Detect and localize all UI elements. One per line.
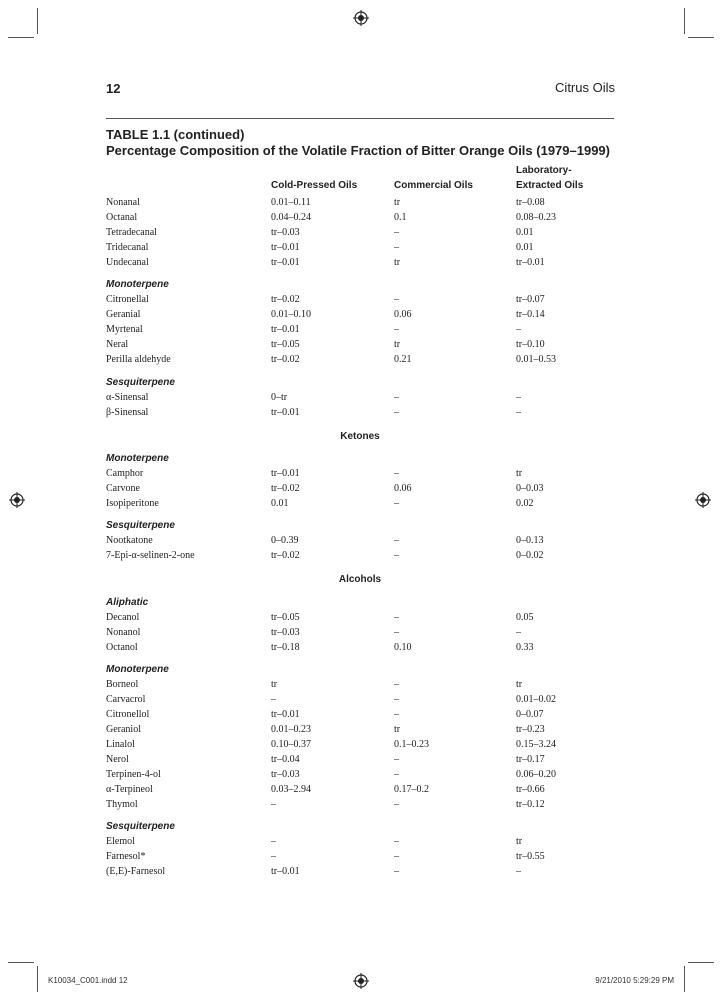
table-row bbox=[106, 390, 626, 405]
cold-pressed-value: tr–0.02 bbox=[271, 550, 300, 561]
laboratory-value: tr–0.55 bbox=[516, 851, 545, 862]
table-row bbox=[106, 849, 626, 864]
compound-name: Citronellal bbox=[106, 294, 149, 305]
section-heading-ketones: Ketones bbox=[340, 431, 380, 442]
commercial-value: – bbox=[394, 294, 399, 305]
laboratory-value: 0.01 bbox=[516, 242, 534, 253]
laboratory-value: 0.01–0.02 bbox=[516, 694, 556, 705]
subgroup-heading: Monoterpene bbox=[106, 279, 169, 290]
cold-pressed-value: tr–0.01 bbox=[271, 866, 300, 877]
commercial-value: – bbox=[394, 769, 399, 780]
commercial-value: tr bbox=[394, 257, 401, 268]
column-header-laboratory-line1: Laboratory- bbox=[516, 165, 572, 176]
laboratory-value: 0.06–0.20 bbox=[516, 769, 556, 780]
commercial-value: – bbox=[394, 836, 399, 847]
page-number: 12 bbox=[106, 81, 121, 96]
cold-pressed-value: 0.01–0.23 bbox=[271, 724, 311, 735]
table-row bbox=[106, 195, 626, 210]
cold-pressed-value: 0–tr bbox=[271, 392, 288, 403]
commercial-value: – bbox=[394, 754, 399, 765]
table-row bbox=[106, 307, 626, 322]
table-row bbox=[106, 722, 626, 737]
laboratory-value: tr bbox=[516, 836, 523, 847]
compound-name: Farnesol* bbox=[106, 851, 146, 862]
cold-pressed-value: 0–0.39 bbox=[271, 535, 299, 546]
cold-pressed-value: – bbox=[271, 851, 276, 862]
cold-pressed-value: tr–0.02 bbox=[271, 483, 300, 494]
laboratory-value: tr bbox=[516, 679, 523, 690]
cold-pressed-value: 0.01–0.10 bbox=[271, 309, 311, 320]
table-row bbox=[106, 322, 626, 337]
compound-name: Camphor bbox=[106, 468, 144, 479]
compound-name: Terpinen-4-ol bbox=[106, 769, 161, 780]
table-row bbox=[106, 677, 626, 692]
cold-pressed-value: tr–0.05 bbox=[271, 339, 300, 350]
compound-name: α-Terpineol bbox=[106, 784, 153, 795]
cold-pressed-value: 0.10–0.37 bbox=[271, 739, 311, 750]
table-row bbox=[106, 737, 626, 752]
commercial-value: – bbox=[394, 407, 399, 418]
crop-mark bbox=[37, 966, 38, 992]
registration-mark-icon bbox=[9, 492, 25, 508]
cold-pressed-value: tr–0.02 bbox=[271, 354, 300, 365]
commercial-value: tr bbox=[394, 724, 401, 735]
commercial-value: 0.1 bbox=[394, 212, 407, 223]
laboratory-value: tr–0.01 bbox=[516, 257, 545, 268]
cold-pressed-value: tr–0.02 bbox=[271, 294, 300, 305]
table-row bbox=[106, 466, 626, 481]
commercial-value: – bbox=[394, 627, 399, 638]
compound-name: Neral bbox=[106, 339, 129, 350]
cold-pressed-value: tr–0.01 bbox=[271, 324, 300, 335]
compound-name: Nerol bbox=[106, 754, 129, 765]
crop-mark bbox=[8, 962, 34, 963]
laboratory-value: 0–0.13 bbox=[516, 535, 544, 546]
subgroup-heading: Sesquiterpene bbox=[106, 821, 175, 832]
laboratory-value: – bbox=[516, 324, 521, 335]
table-row bbox=[106, 496, 626, 511]
registration-mark-icon bbox=[353, 973, 369, 989]
subgroup-heading: Aliphatic bbox=[106, 597, 149, 608]
cold-pressed-value: tr–0.18 bbox=[271, 642, 300, 653]
compound-name: Octanal bbox=[106, 212, 138, 223]
laboratory-value: 0.08–0.23 bbox=[516, 212, 556, 223]
table-row bbox=[106, 610, 626, 625]
table-row bbox=[106, 767, 626, 782]
commercial-value: 0.06 bbox=[394, 483, 412, 494]
commercial-value: 0.21 bbox=[394, 354, 412, 365]
cold-pressed-value: 0.01–0.11 bbox=[271, 197, 311, 208]
laboratory-value: – bbox=[516, 407, 521, 418]
table-row bbox=[106, 255, 626, 270]
compound-name: Carvone bbox=[106, 483, 140, 494]
compound-name: Nonanal bbox=[106, 197, 140, 208]
table-row bbox=[106, 752, 626, 767]
commercial-value: tr bbox=[394, 197, 401, 208]
compound-name: (E,E)-Farnesol bbox=[106, 866, 166, 877]
compound-name: Geranial bbox=[106, 309, 141, 320]
laboratory-value: tr–0.10 bbox=[516, 339, 545, 350]
laboratory-value: tr–0.17 bbox=[516, 754, 545, 765]
commercial-value: – bbox=[394, 694, 399, 705]
cold-pressed-value: tr–0.01 bbox=[271, 257, 300, 268]
laboratory-value: tr–0.12 bbox=[516, 799, 545, 810]
compound-name: Undecanal bbox=[106, 257, 149, 268]
cold-pressed-value: – bbox=[271, 836, 276, 847]
crop-mark bbox=[684, 8, 685, 34]
registration-mark-icon bbox=[353, 10, 369, 26]
commercial-value: – bbox=[394, 498, 399, 509]
compound-name: 7-Epi-α-selinen-2-one bbox=[106, 550, 195, 561]
laboratory-value: 0.02 bbox=[516, 498, 534, 509]
crop-mark bbox=[688, 962, 714, 963]
laboratory-value: 0.33 bbox=[516, 642, 534, 653]
file-slug: K10034_C001.indd 12 bbox=[48, 976, 128, 985]
table-row bbox=[106, 405, 626, 420]
laboratory-value: – bbox=[516, 627, 521, 638]
compound-name: Decanol bbox=[106, 612, 140, 623]
column-header-commercial: Commercial Oils bbox=[394, 180, 473, 191]
crop-mark bbox=[8, 37, 34, 38]
cold-pressed-value: tr bbox=[271, 679, 278, 690]
subgroup-heading: Sesquiterpene bbox=[106, 520, 175, 531]
commercial-value: – bbox=[394, 851, 399, 862]
cold-pressed-value: tr–0.03 bbox=[271, 227, 300, 238]
commercial-value: – bbox=[394, 392, 399, 403]
compound-name: Geraniol bbox=[106, 724, 141, 735]
table-row bbox=[106, 481, 626, 496]
laboratory-value: tr bbox=[516, 468, 523, 479]
cold-pressed-value: tr–0.03 bbox=[271, 627, 300, 638]
laboratory-value: 0–0.02 bbox=[516, 550, 544, 561]
column-header-laboratory-line2: Extracted Oils bbox=[516, 180, 584, 191]
column-header-cold-pressed: Cold-Pressed Oils bbox=[271, 180, 358, 191]
commercial-value: – bbox=[394, 679, 399, 690]
cold-pressed-value: 0.03–2.94 bbox=[271, 784, 311, 795]
table-row bbox=[106, 834, 626, 849]
compound-name: Nonanol bbox=[106, 627, 141, 638]
compound-name: Tetradecanal bbox=[106, 227, 157, 238]
laboratory-value: 0–0.03 bbox=[516, 483, 544, 494]
table-row bbox=[106, 640, 626, 655]
cold-pressed-value: 0.04–0.24 bbox=[271, 212, 311, 223]
commercial-value: – bbox=[394, 324, 399, 335]
cold-pressed-value: tr–0.01 bbox=[271, 407, 300, 418]
cold-pressed-value: tr–0.03 bbox=[271, 769, 300, 780]
compound-name: Nootkatone bbox=[106, 535, 153, 546]
laboratory-value: 0.01–0.53 bbox=[516, 354, 556, 365]
laboratory-value: – bbox=[516, 392, 521, 403]
compound-name: Myrtenal bbox=[106, 324, 143, 335]
compound-name: α-Sinensal bbox=[106, 392, 149, 403]
cold-pressed-value: tr–0.04 bbox=[271, 754, 300, 765]
commercial-value: 0.17–0.2 bbox=[394, 784, 429, 795]
registration-mark-icon bbox=[695, 492, 711, 508]
compound-name: Linalol bbox=[106, 739, 135, 750]
cold-pressed-value: tr–0.05 bbox=[271, 612, 300, 623]
compound-name: Thymol bbox=[106, 799, 138, 810]
laboratory-value: tr–0.08 bbox=[516, 197, 545, 208]
compound-name: Isopiperitone bbox=[106, 498, 159, 509]
commercial-value: – bbox=[394, 242, 399, 253]
table-row bbox=[106, 240, 626, 255]
table-row bbox=[106, 337, 626, 352]
laboratory-value: tr–0.14 bbox=[516, 309, 545, 320]
commercial-value: – bbox=[394, 468, 399, 479]
commercial-value: – bbox=[394, 799, 399, 810]
commercial-value: 0.10 bbox=[394, 642, 412, 653]
laboratory-value: – bbox=[516, 866, 521, 877]
laboratory-value: 0.05 bbox=[516, 612, 534, 623]
subgroup-heading: Sesquiterpene bbox=[106, 377, 175, 388]
cold-pressed-value: tr–0.01 bbox=[271, 468, 300, 479]
compound-name: β-Sinensal bbox=[106, 407, 149, 418]
running-head: Citrus Oils bbox=[555, 80, 615, 95]
table-number: TABLE 1.1 (continued) bbox=[106, 127, 245, 142]
subgroup-heading: Monoterpene bbox=[106, 664, 169, 675]
laboratory-value: 0.15–3.24 bbox=[516, 739, 556, 750]
cold-pressed-value: tr–0.01 bbox=[271, 709, 300, 720]
compound-name: Tridecanal bbox=[106, 242, 149, 253]
laboratory-value: tr–0.66 bbox=[516, 784, 545, 795]
crop-mark bbox=[37, 8, 38, 34]
commercial-value: – bbox=[394, 612, 399, 623]
table-row bbox=[106, 225, 626, 240]
commercial-value: – bbox=[394, 866, 399, 877]
table-row bbox=[106, 797, 626, 812]
print-timestamp: 9/21/2010 5:29:29 PM bbox=[595, 976, 674, 985]
table-row bbox=[106, 548, 626, 563]
crop-mark bbox=[684, 966, 685, 992]
commercial-value: – bbox=[394, 550, 399, 561]
commercial-value: tr bbox=[394, 339, 401, 350]
commercial-value: 0.1–0.23 bbox=[394, 739, 429, 750]
compound-name: Citronellol bbox=[106, 709, 150, 720]
compound-name: Perilla aldehyde bbox=[106, 354, 171, 365]
table-row bbox=[106, 864, 626, 879]
commercial-value: – bbox=[394, 227, 399, 238]
table-row bbox=[106, 707, 626, 722]
cold-pressed-value: – bbox=[271, 694, 276, 705]
table-row bbox=[106, 782, 626, 797]
table-row bbox=[106, 692, 626, 707]
cold-pressed-value: 0.01 bbox=[271, 498, 289, 509]
compound-name: Elemol bbox=[106, 836, 135, 847]
commercial-value: – bbox=[394, 709, 399, 720]
subgroup-heading: Monoterpene bbox=[106, 453, 169, 464]
crop-mark bbox=[688, 37, 714, 38]
commercial-value: 0.06 bbox=[394, 309, 412, 320]
table-row bbox=[106, 625, 626, 640]
cold-pressed-value: – bbox=[271, 799, 276, 810]
commercial-value: – bbox=[394, 535, 399, 546]
table-row bbox=[106, 292, 626, 307]
laboratory-value: tr–0.07 bbox=[516, 294, 545, 305]
table-row bbox=[106, 533, 626, 548]
compound-name: Octanol bbox=[106, 642, 138, 653]
cold-pressed-value: tr–0.01 bbox=[271, 242, 300, 253]
table-row bbox=[106, 352, 626, 367]
compound-name: Carvacrol bbox=[106, 694, 146, 705]
table-row bbox=[106, 210, 626, 225]
laboratory-value: 0–0.07 bbox=[516, 709, 544, 720]
header-rule bbox=[106, 118, 614, 119]
table-title: Percentage Composition of the Volatile Fraction of Bitter Orange Oils (1979–1999) bbox=[106, 143, 610, 158]
laboratory-value: 0.01 bbox=[516, 227, 534, 238]
compound-name: Borneol bbox=[106, 679, 139, 690]
section-heading-alcohols: Alcohols bbox=[338, 574, 382, 585]
laboratory-value: tr–0.23 bbox=[516, 724, 545, 735]
